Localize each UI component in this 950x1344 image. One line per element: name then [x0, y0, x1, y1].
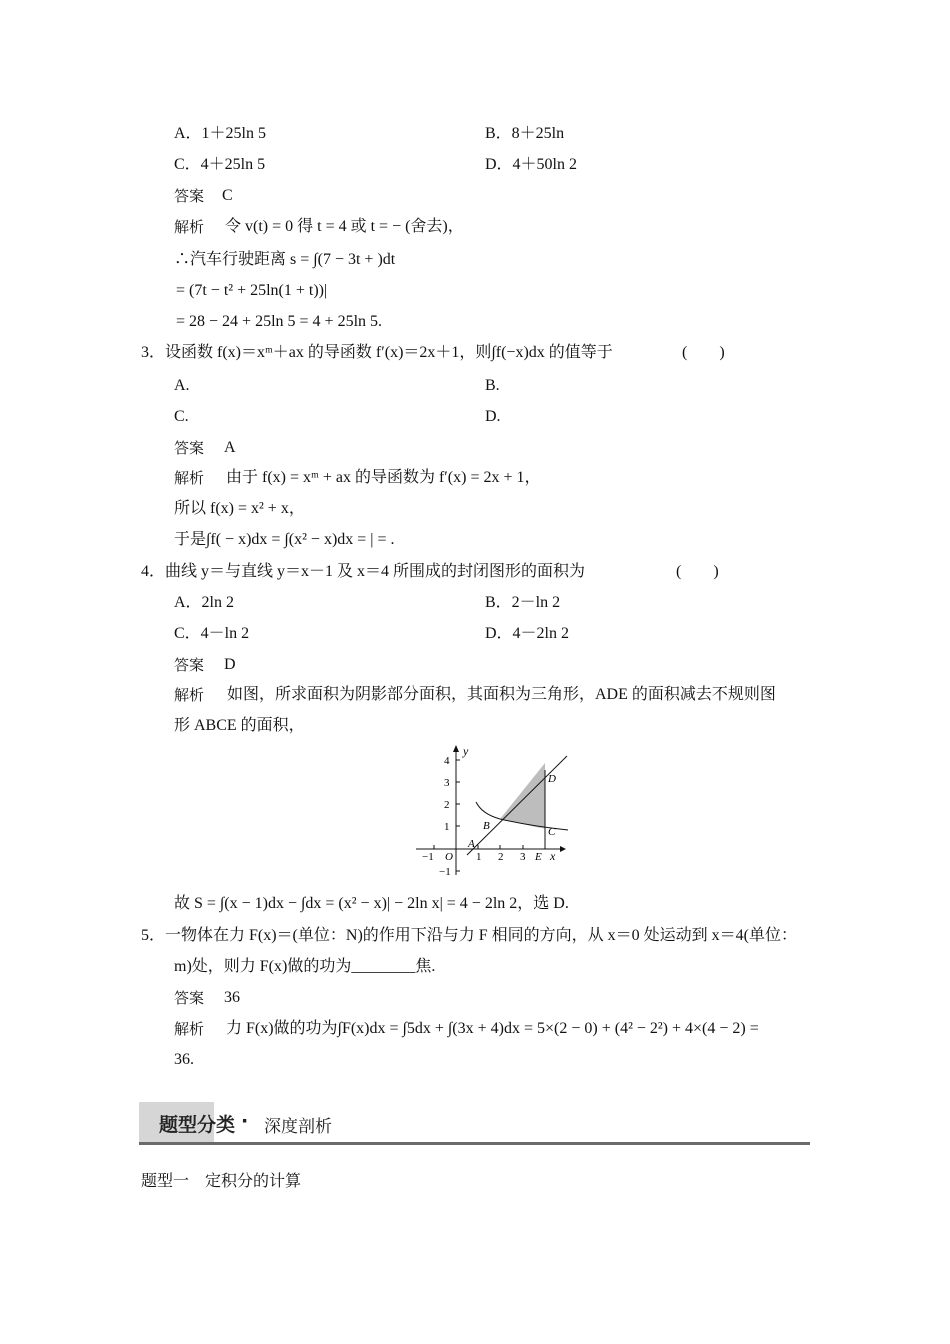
tick-label: 4 [444, 755, 450, 767]
shaded-region [500, 763, 545, 829]
point-label-c: C [548, 826, 556, 838]
point-label-b: B [483, 820, 490, 832]
line-y-equals-x-minus-1 [467, 756, 567, 855]
option-c: C．4－ln 2 [174, 625, 250, 642]
option-c: C. [174, 408, 189, 425]
point-label-e: E [535, 851, 542, 863]
answer-paren: ( ) [682, 344, 725, 361]
x-axis-arrow [560, 846, 566, 852]
option-b: B. [485, 377, 500, 394]
option-d: D．4＋50ln 2 [485, 156, 578, 173]
explanation-label: 解析 [174, 469, 205, 487]
explanation-line: 如图，所求面积为阴影部分面积，其面积为三角形，ADE 的面积减去不规则图 [227, 686, 776, 703]
explanation-line: 力 F(x)做的功为∫F(x)dx = ∫5dx + ∫(3x + 4)dx = 5×(2 − 0) + (4² − 2²) + 4×(4 − 2) = [226, 1020, 759, 1037]
y-axis-label: y [463, 744, 469, 758]
answer-value: C [222, 187, 233, 204]
tick-label: 3 [444, 777, 450, 789]
explanation-line: 36. [174, 1051, 194, 1068]
explanation-label: 解析 [174, 1020, 205, 1038]
option-d: D．4－2ln 2 [485, 625, 570, 642]
answer-label: 答案 [174, 439, 205, 457]
question-stem: 3．设函数 f(x)＝xᵐ＋ax 的导函数 f′(x)＝2x＋1，则∫f(−x)dx 的值等于 [141, 344, 613, 361]
explanation-line: ∴汽车行驶距离 s = ∫(7 − 3t + )dt [174, 251, 396, 268]
explanation-line: 故 S = ∫(x − 1)dx − ∫dx = (x² − x)| − 2ln x| = 4 − 2ln 2，选 D. [174, 895, 569, 912]
answer-paren: ( ) [676, 563, 719, 580]
section-subtitle: 深度剖析 [264, 1117, 332, 1137]
tick-label: 2 [444, 799, 450, 811]
answer-label: 答案 [174, 187, 205, 205]
x-axis-label: x [550, 849, 556, 863]
option-a: A．1＋25ln 5 [174, 125, 267, 142]
explanation-line: = 28 − 24 + 25ln 5 = 4 + 25ln 5. [176, 313, 383, 330]
y-axis-arrow [453, 745, 459, 752]
section-rule [139, 1142, 810, 1145]
section-heading [139, 1102, 810, 1146]
explanation-line: 令 v(t) = 0 得 t = 4 或 t = − (舍去)， [225, 218, 464, 235]
section-dot: · [241, 1110, 249, 1132]
tick-label: 3 [520, 851, 526, 863]
explanation-line: = (7t − t² + 25ln(1 + t))| [176, 282, 328, 299]
point-label-a: A [468, 838, 475, 850]
explanation-line: 由于 f(x) = xᵐ + ax 的导函数为 f′(x) = 2x + 1， [226, 469, 541, 486]
option-a: A. [174, 377, 190, 394]
option-c: C．4＋25ln 5 [174, 156, 266, 173]
option-b: B．8＋25ln [485, 125, 565, 142]
tick-label: −1 [422, 851, 434, 863]
explanation-line: 所以 f(x) = x² + x， [174, 500, 305, 517]
tick-label: 1 [444, 821, 450, 833]
answer-label: 答案 [174, 989, 205, 1007]
tick-label: 2 [498, 851, 504, 863]
tick-label: 1 [476, 851, 482, 863]
subsection-heading: 题型一 定积分的计算 [141, 1173, 302, 1190]
option-d: D. [485, 408, 501, 425]
option-a: A．2ln 2 [174, 594, 235, 611]
answer-value: D [224, 656, 236, 673]
explanation-line: 于是∫f( − x)dx = ∫(x² − x)dx = | = . [174, 531, 395, 548]
question-stem: m)处，则力 F(x)做的功为________焦. [174, 958, 436, 975]
tick-label: −1 [439, 866, 451, 878]
answer-value: A [224, 439, 236, 456]
answer-value: 36 [224, 989, 240, 1006]
question-stem: 4．曲线 y＝与直线 y＝x－1 及 x＝4 所围成的封闭图形的面积为 [141, 563, 586, 580]
point-label-d: D [548, 773, 556, 785]
explanation-label: 解析 [174, 218, 205, 236]
explanation-label: 解析 [174, 686, 205, 704]
section-title: 题型分类 [159, 1114, 236, 1136]
option-b: B．2－ln 2 [485, 594, 561, 611]
question-stem: 5．一物体在力 F(x)＝(单位：N)的作用下沿与力 F 相同的方向，从 x＝0 处运动到 x＝4(单位： [141, 927, 797, 944]
explanation-line: 形 ABCE 的面积， [174, 717, 305, 734]
answer-label: 答案 [174, 656, 205, 674]
origin-label: O [445, 851, 453, 863]
area-figure [410, 740, 580, 885]
